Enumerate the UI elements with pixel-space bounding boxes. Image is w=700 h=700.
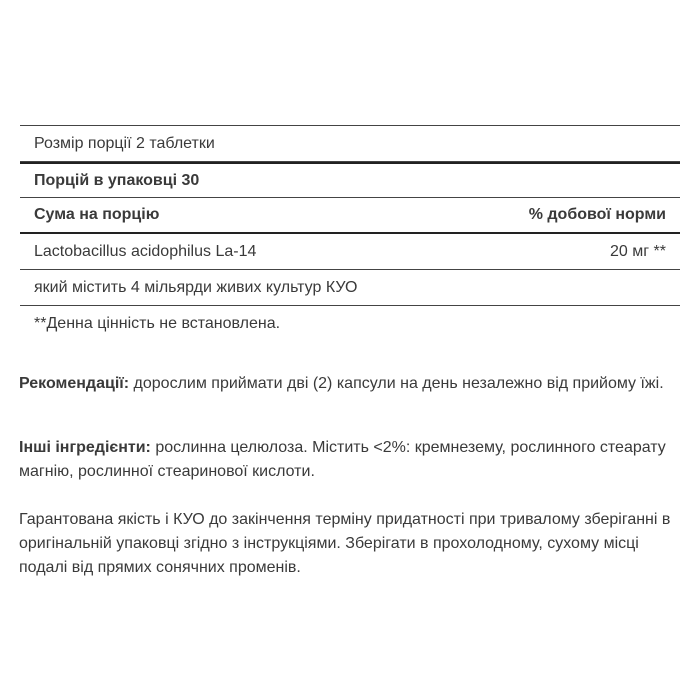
daily-value-header: % добової норми <box>528 206 666 223</box>
table-header-row <box>20 198 680 234</box>
recommendations-text: дорослим приймати дві (2) капсули на день незалежно від прийому їжі. <box>129 375 664 392</box>
ingredient-note-row <box>20 270 680 306</box>
recommendations-label: Рекомендації: <box>19 375 130 392</box>
ingredient-row <box>20 234 680 270</box>
recommendations-paragraph <box>19 372 679 396</box>
supplement-facts-table <box>20 125 680 342</box>
other-ingredients-paragraph <box>19 436 679 484</box>
amount-per-serving-header: Сума на порцію <box>34 206 160 223</box>
ingredient-note: який містить 4 мільярди живих культур КУО <box>34 278 358 296</box>
storage-text: Гарантована якість і КУО до закінчення терміну придатності при тривалому зберіганні в оригінальній упаковці згідно з інструкціями. Зберігати в прохолодному, сухому місці подалі від прямих сонячних променів. <box>19 511 671 576</box>
footnote-row <box>20 306 680 342</box>
storage-paragraph <box>19 508 679 580</box>
ingredient-name: Lactobacillus acidophilus La-14 <box>34 242 257 260</box>
servings-per-container-row <box>20 162 680 198</box>
other-ingredients-text: рослинна целюлоза. Містить <2%: кремнезему, рослинного стеарату магнію, рослинної стеаринової кислоти. <box>19 439 666 480</box>
other-ingredients-label: Інші інгредієнти: <box>19 439 151 456</box>
serving-size-text: Розмір порції 2 таблетки <box>34 134 215 152</box>
ingredient-amount: 20 мг ** <box>610 242 666 260</box>
serving-size-row <box>20 126 680 162</box>
servings-per-container-text: Порцій в упаковці 30 <box>34 171 200 189</box>
footnote-text: **Денна цінність не встановлена. <box>34 315 281 332</box>
